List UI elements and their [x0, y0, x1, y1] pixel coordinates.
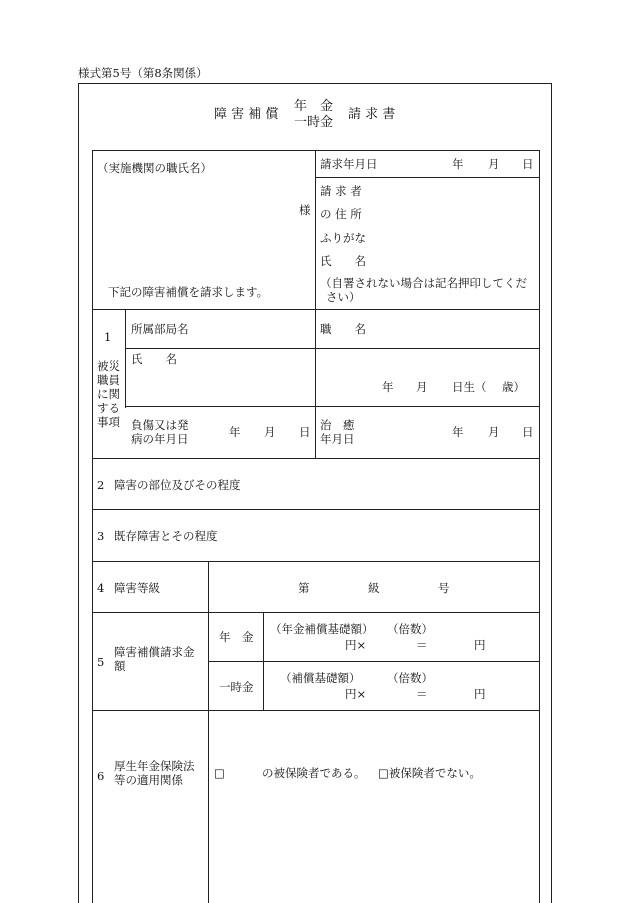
grade-kyu: 級: [368, 581, 380, 595]
cure-date-label-2: 年月日: [320, 432, 355, 446]
section1-number: 1: [104, 330, 112, 344]
request-date-year: 年: [452, 157, 464, 171]
department-label: 所属部局名: [131, 322, 189, 336]
section5-label-2: 額: [114, 659, 126, 673]
section1-label-divider: [125, 309, 126, 408]
section4-label: 障害等級: [114, 581, 160, 595]
claimant-line-2: の 住 所: [320, 207, 362, 221]
pension-yen: 円: [474, 638, 486, 652]
addressee-sama: 様: [299, 203, 311, 217]
birth-day-age-open: 日生（: [452, 380, 487, 394]
cure-year: 年: [452, 425, 464, 439]
section1-top: [92, 309, 539, 310]
section5-label-1: 障害補償請求金: [114, 645, 195, 659]
birth-month: 月: [416, 380, 428, 394]
title-lower: 一時金: [294, 115, 334, 130]
pension-multiplier: （倍数）: [387, 622, 433, 636]
frame-right: [551, 83, 552, 903]
table-right: [539, 150, 540, 903]
section2-label: 障害の部位及びその程度: [114, 478, 241, 492]
not-insured-option[interactable]: □被保険者でない。: [378, 766, 481, 780]
section4-number: 4: [97, 581, 105, 595]
section6-top: [92, 710, 539, 711]
section1-label-1: 被災: [97, 359, 120, 373]
insured-option-label: の被保険者である。: [262, 766, 366, 780]
employee-name-label: 氏 名: [131, 352, 177, 366]
section5-mid-line: [208, 661, 539, 662]
section1-row3-divider: [315, 406, 316, 458]
pension-basis: （年金補償基礎額）: [270, 622, 374, 636]
section1-label-5: 事項: [97, 415, 120, 429]
form-number: 様式第5号（第8条関係）: [78, 66, 208, 80]
claimant-line-3: ふりがな: [320, 231, 366, 245]
lump-sum-equals: ＝: [416, 687, 428, 701]
section3-number: 3: [97, 529, 105, 543]
section1-label-2: 職員: [97, 373, 120, 387]
section5-number: 5: [97, 655, 105, 669]
request-date-label: 請求年月日: [320, 157, 378, 171]
title-right: 請 求 書: [348, 107, 396, 122]
claimant-line-4: 氏 名: [320, 254, 366, 268]
section2-number: 2: [97, 478, 105, 492]
lump-sum-label: 一時金: [219, 680, 254, 694]
job-title-label: 職 名: [320, 322, 366, 336]
frame-left: [78, 83, 79, 903]
pension-equals: ＝: [416, 638, 428, 652]
cure-day: 日: [522, 425, 534, 439]
title-upper: 年 金: [294, 99, 334, 114]
addressee-label: （実施機関の職氏名）: [97, 161, 212, 175]
section3-top: [92, 509, 539, 510]
pension-label: 年 金: [219, 630, 254, 644]
injury-date-label-1: 負傷又は発: [131, 418, 189, 432]
request-date-month: 月: [488, 157, 500, 171]
section1-label-3: に関: [97, 387, 120, 401]
pension-yen-times: 円×: [345, 638, 367, 652]
section1-row1-line: [125, 348, 539, 349]
cure-date-label-1: 治 癒: [320, 418, 355, 432]
lump-sum-yen-times: 円×: [345, 687, 367, 701]
section5-top: [92, 612, 539, 613]
grade-go: 号: [438, 581, 450, 595]
frame-top: [78, 83, 551, 84]
section2-top: [92, 458, 539, 459]
insured-checkbox[interactable]: □: [214, 766, 225, 780]
injury-year: 年: [229, 425, 241, 439]
injury-month: 月: [264, 425, 276, 439]
cure-month: 月: [488, 425, 500, 439]
injury-date-label-2: 病の年月日: [131, 432, 189, 446]
section3-label: 既存障害とその程度: [114, 529, 218, 543]
section1-label-4: する: [97, 401, 120, 415]
lump-sum-yen: 円: [474, 687, 486, 701]
lump-sum-multiplier: （倍数）: [387, 671, 433, 685]
table-left: [92, 150, 93, 903]
lump-sum-basis: （補償基礎額）: [280, 671, 361, 685]
section6-label-2: 等の適用関係: [114, 773, 183, 787]
seal-note-1: （自署されない場合は記名押印してくだ: [320, 276, 527, 290]
mid-divider: [315, 150, 316, 408]
grade-dai: 第: [298, 581, 310, 595]
claim-statement: 下記の障害補償を請求します。: [108, 285, 269, 299]
birth-age-close: 歳）: [502, 380, 525, 394]
request-date-day: 日: [522, 157, 534, 171]
section4-top: [92, 561, 539, 562]
birth-year: 年: [382, 380, 394, 394]
section6-number: 6: [97, 769, 105, 783]
date-row-line: [315, 177, 539, 178]
section1-row2-line: [125, 406, 539, 407]
seal-note-2: さい）: [326, 290, 361, 304]
section6-label-1: 厚生年金保険法: [114, 759, 195, 773]
injury-day: 日: [299, 425, 311, 439]
claimant-line-1: 請 求 者: [320, 184, 362, 198]
title-left: 障 害 補 償: [214, 107, 279, 122]
